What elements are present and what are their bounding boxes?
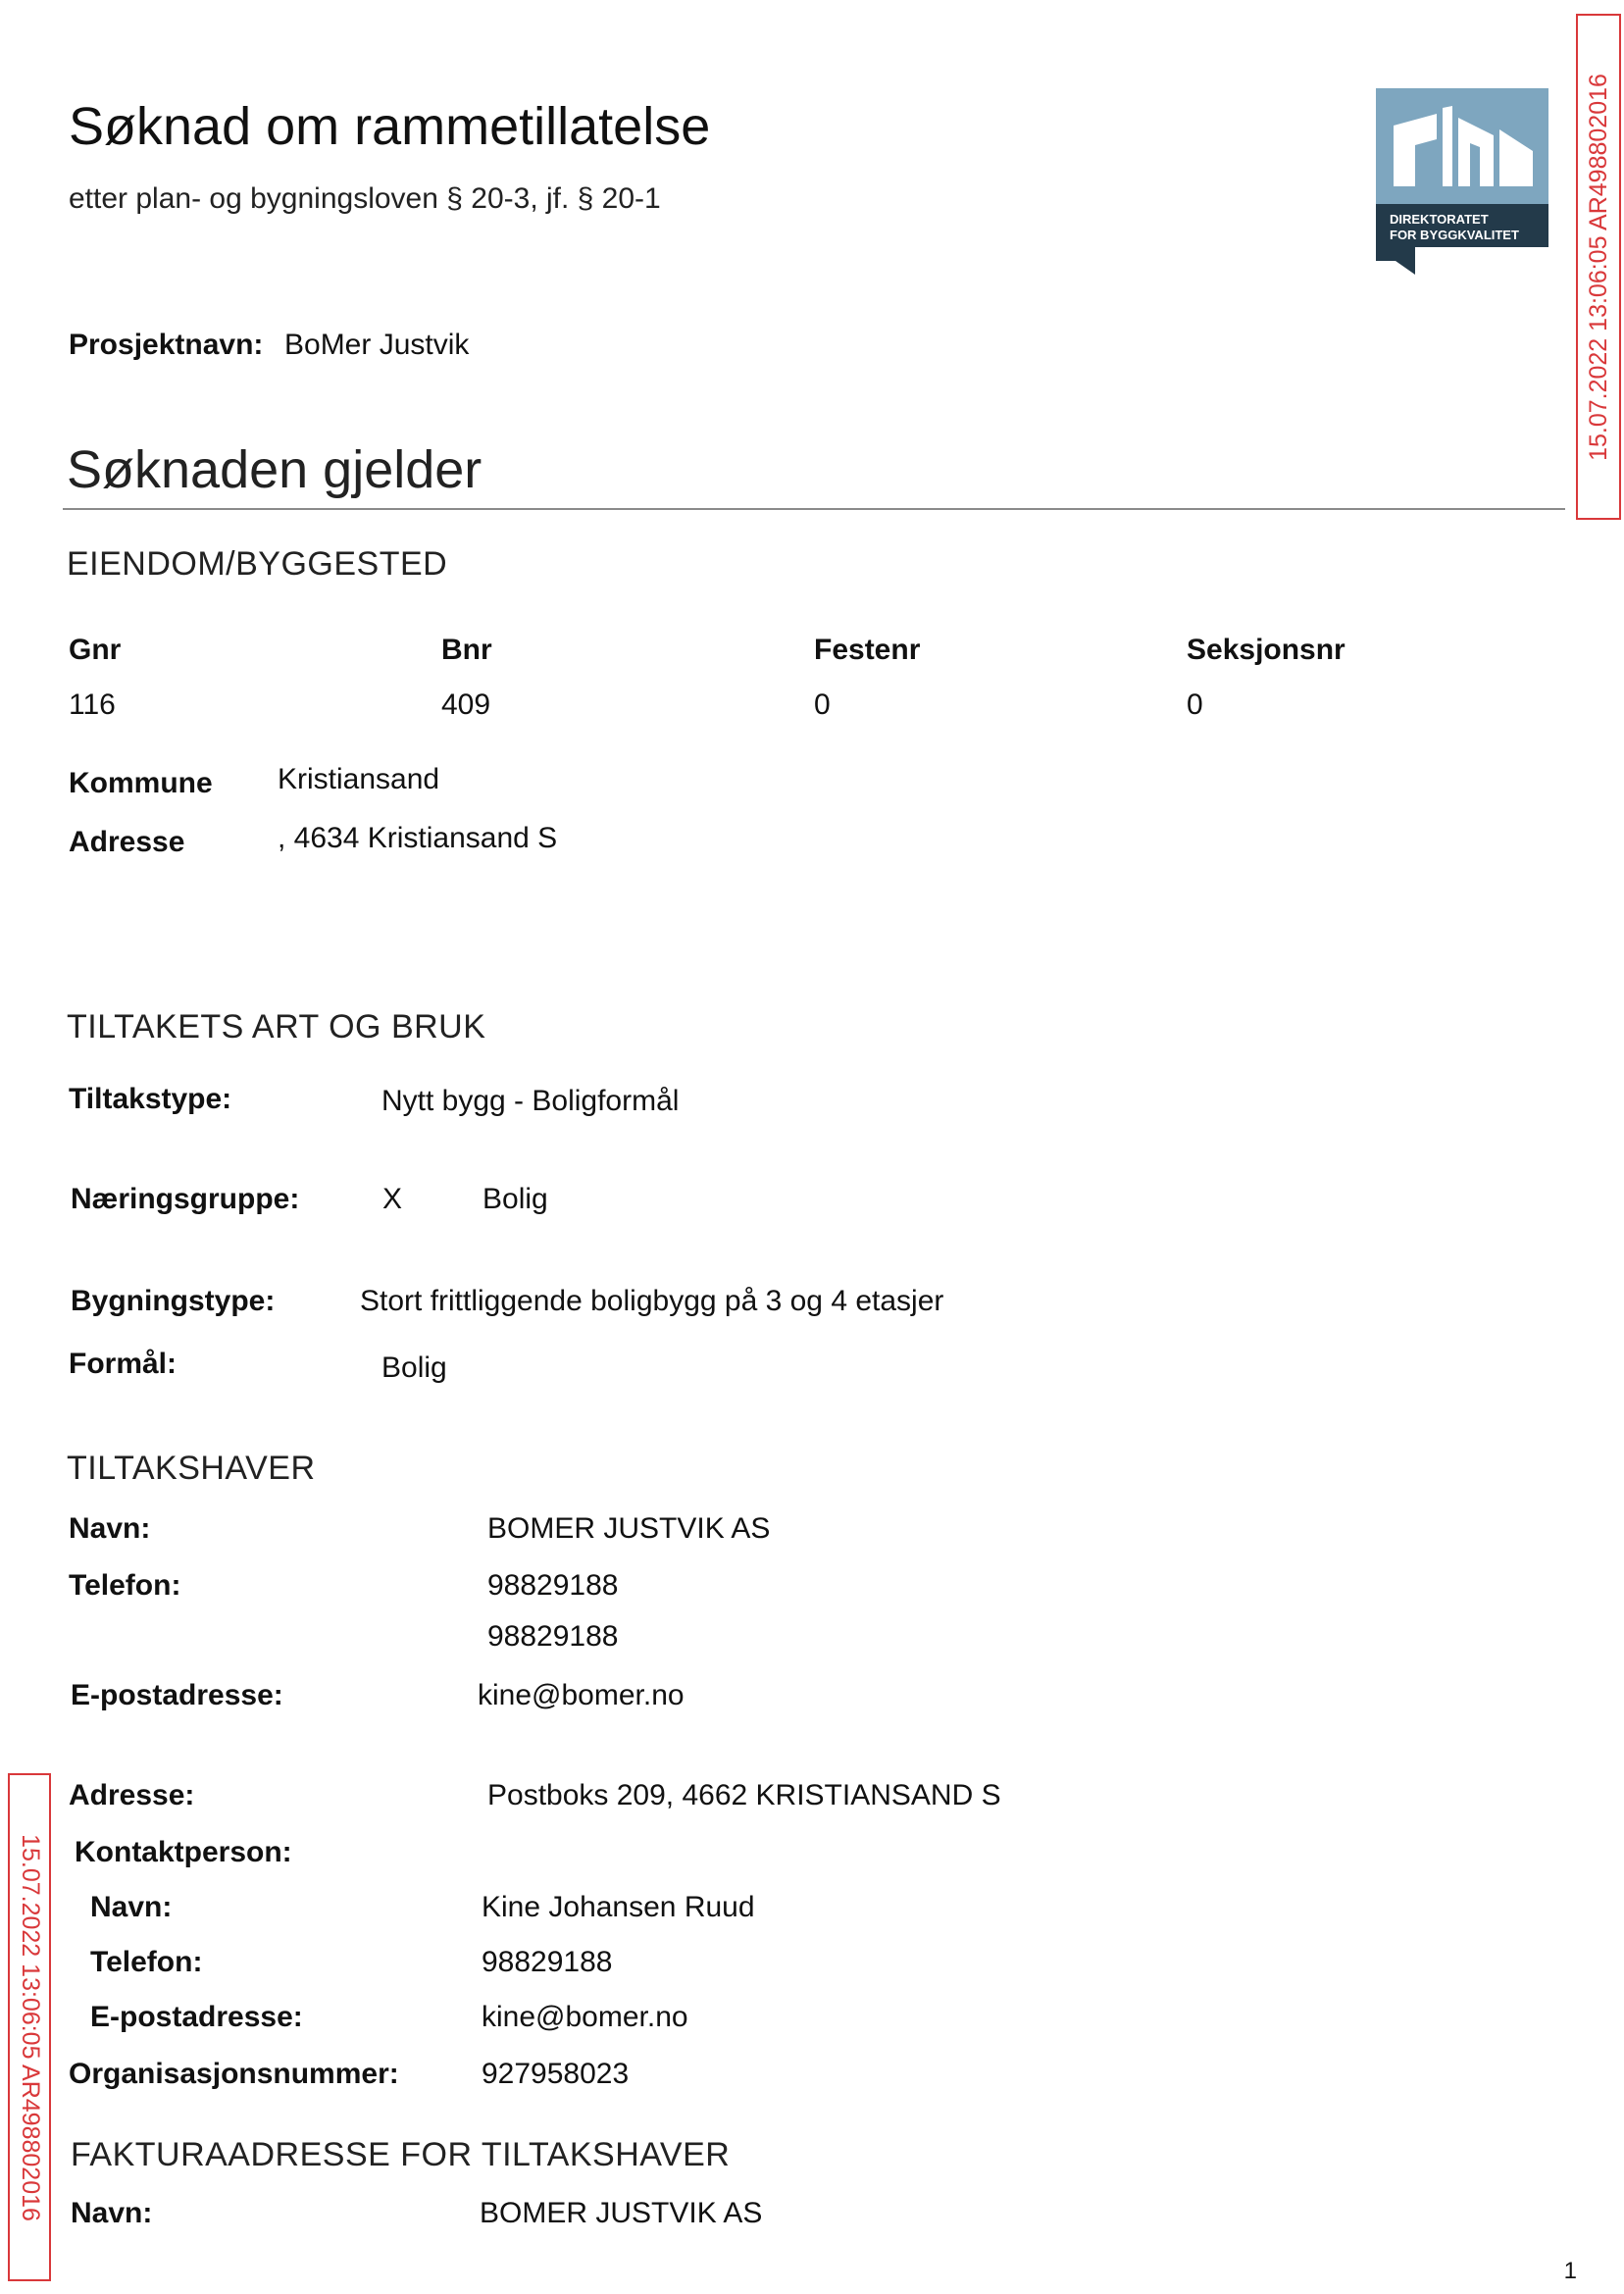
tiltakshaver-epost-value: kine@bomer.no (478, 1679, 685, 1711)
tiltakshaver-adresse-label: Adresse: (69, 1779, 195, 1811)
kontaktperson-telefon-label: Telefon: (90, 1946, 203, 1978)
tiltakshaver-adresse-value: Postboks 209, 4662 KRISTIANSAND S (487, 1779, 1001, 1811)
kontaktperson-epost-label: E-postadresse: (90, 2001, 303, 2033)
archive-stamp-text: 15.07.2022 13:06:05 AR498802016 (16, 1833, 44, 2221)
tiltakstype-label: Tiltakstype: (69, 1083, 232, 1115)
project-name-label: Prosjektnavn: (69, 329, 264, 361)
bygningstype-label: Bygningstype: (71, 1285, 276, 1317)
dibk-logo (1376, 88, 1548, 275)
kommune-label: Kommune (69, 767, 213, 799)
document-subtitle: etter plan- og bygningsloven § 20-3, jf. § 20-1 (69, 182, 661, 215)
dibk-logo-icon (1376, 88, 1548, 275)
naeringsgruppe-label: Næringsgruppe: (71, 1183, 300, 1215)
tiltakshaver-epost-label: E-postadresse: (71, 1679, 283, 1711)
gnr-value: 116 (69, 688, 116, 721)
archive-stamp-top (1576, 14, 1621, 520)
tiltakshaver-telefon-value-1: 98829188 (487, 1569, 619, 1602)
naeringsgruppe-value: Bolig (482, 1183, 548, 1215)
tiltakshaver-navn-label: Navn: (69, 1512, 151, 1545)
bnr-label: Bnr (441, 634, 492, 666)
tiltakshaver-heading: TILTAKSHAVER (67, 1450, 316, 1487)
orgnr-label: Organisasjonsnummer: (69, 2058, 399, 2090)
section-divider (63, 508, 1565, 510)
formal-label: Formål: (69, 1348, 178, 1380)
archive-stamp-bottom (8, 1773, 51, 2281)
faktura-heading: FAKTURAADRESSE FOR TILTAKSHAVER (71, 2136, 731, 2173)
kommune-value: Kristiansand (278, 763, 440, 795)
festenr-value: 0 (814, 688, 831, 721)
document-title: Søknad om rammetillatelse (69, 97, 711, 156)
tiltak-heading: TILTAKETS ART OG BRUK (67, 1008, 486, 1045)
orgnr-value: 927958023 (482, 2058, 630, 2090)
adresse-label: Adresse (69, 826, 185, 858)
kontaktperson-telefon-value: 98829188 (482, 1946, 613, 1978)
kontaktperson-navn-label: Navn: (90, 1891, 173, 1923)
tiltakshaver-telefon-label: Telefon: (69, 1569, 181, 1602)
page-number: 1 (1563, 2258, 1577, 2284)
project-name-value: BoMer Justvik (284, 329, 470, 361)
kontaktperson-label: Kontaktperson: (75, 1836, 292, 1868)
faktura-navn-value: BOMER JUSTVIK AS (480, 2197, 763, 2229)
festenr-label: Festenr (814, 634, 921, 666)
section-heading: Søknaden gjelder (67, 440, 482, 499)
naeringsgruppe-code: X (382, 1183, 403, 1215)
archive-stamp-text: 15.07.2022 13:06:05 AR498802016 (1584, 73, 1612, 461)
logo-text-line1: DIREKTORATET (1390, 212, 1489, 227)
tiltakshaver-navn-value: BOMER JUSTVIK AS (487, 1512, 771, 1545)
logo-text-line2: FOR BYGGKVALITET (1390, 228, 1519, 242)
bygningstype-value: Stort frittliggende boligbygg på 3 og 4 etasjer (360, 1285, 944, 1317)
tiltakshaver-telefon-value-2: 98829188 (487, 1620, 619, 1653)
seksjonsnr-label: Seksjonsnr (1187, 634, 1345, 666)
adresse-value: , 4634 Kristiansand S (278, 822, 558, 854)
formal-value: Bolig (381, 1351, 447, 1384)
kontaktperson-epost-value: kine@bomer.no (482, 2001, 688, 2033)
seksjonsnr-value: 0 (1187, 688, 1203, 721)
property-heading: EIENDOM/BYGGESTED (67, 545, 448, 583)
bnr-value: 409 (441, 688, 491, 721)
tiltakstype-value: Nytt bygg - Boligformål (381, 1085, 680, 1117)
kontaktperson-navn-value: Kine Johansen Ruud (482, 1891, 755, 1923)
faktura-navn-label: Navn: (71, 2197, 153, 2229)
gnr-label: Gnr (69, 634, 122, 666)
